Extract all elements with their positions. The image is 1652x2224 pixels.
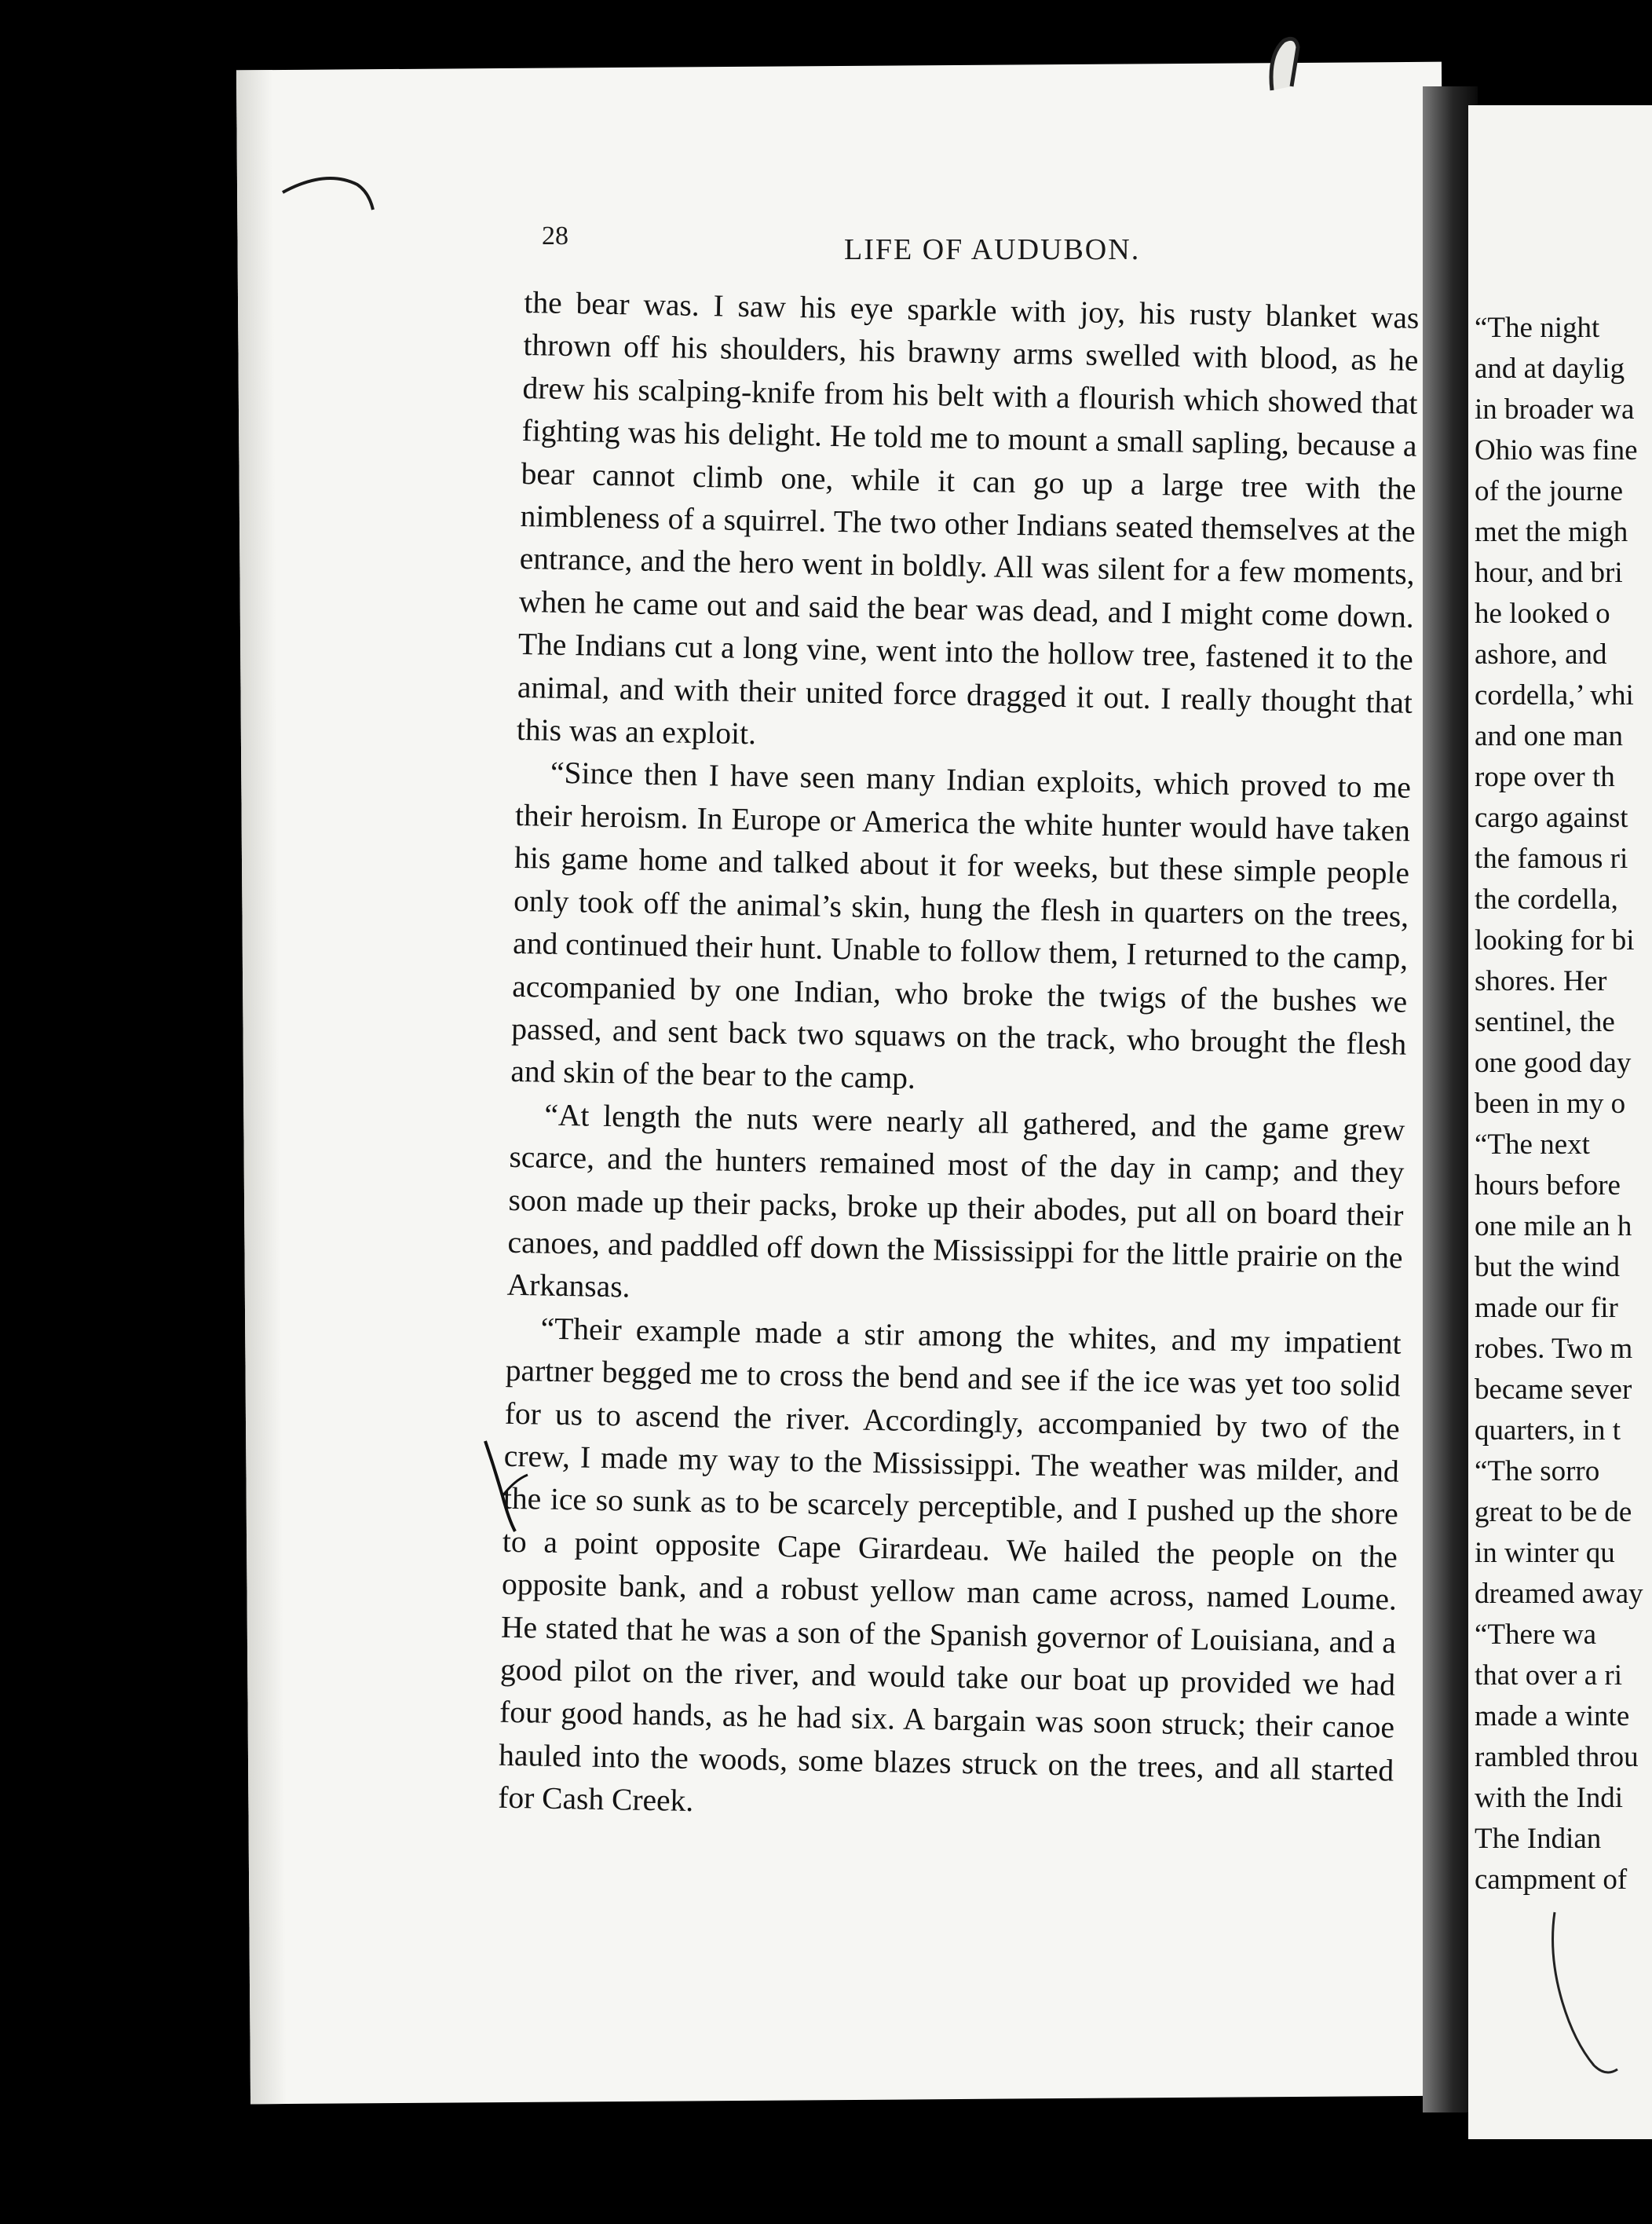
facing-page-text — [1475, 308, 1652, 1900]
facing-page-line: with the Indi — [1475, 1782, 1624, 1814]
facing-page-line: looking for bi — [1475, 924, 1635, 957]
paragraph: “Their example made a stir among the whites, and my impatient partner begged me to cross the bend and see if the ice was yet too solid for us to ascend the river. Accordingly, accompanied by two of the crew, I made my way to the Mississippi. The weather was milder, and the ice so sunk as to be scarcely perceptible, and I pushed up the shore to a point opposite Cape Girardeau. We hailed the people on the opposite bank, and a robust yellow man came across, named Loume. He stated that he was a son of the Spanish governor of Louisiana, and a good pilot on the river, and would take our boat up provided we had four good hands, as he had six. A bargain was soon struck; their canoe hauled into the woods, some blazes struck on the trees, and all started for Cash Creek. — [497, 1311, 1402, 1819]
facing-page-line: the cordella, — [1475, 883, 1618, 916]
facing-page-line: the famous ri — [1475, 843, 1628, 875]
facing-page-line: hours before — [1475, 1169, 1621, 1202]
facing-page-line: quarters, in t — [1475, 1414, 1621, 1447]
facing-page-line: dreamed away — [1475, 1578, 1643, 1610]
facing-page-line: rambled throu — [1475, 1741, 1639, 1773]
facing-page-line: one mile an h — [1475, 1210, 1632, 1242]
facing-page-line: he looked o — [1475, 598, 1610, 630]
facing-page-line: cargo against — [1475, 802, 1628, 834]
facing-page-line: robes. Two m — [1475, 1333, 1633, 1365]
binding-clip — [1260, 31, 1307, 94]
pencil-checkmark — [479, 1437, 534, 1539]
facing-page-line: “The sorro — [1475, 1455, 1600, 1487]
facing-page-line: “There wa — [1475, 1619, 1597, 1651]
facing-page-line: made our fir — [1475, 1292, 1618, 1324]
paragraph: “At length the nuts were nearly all gathered, and the game grew scarce, and the hunters remained most of the day in camp; and they soon made up their packs, broke up their abodes, put all on board their canoes, and paddled off down the Mississippi for the little prairie on the Arkansas. — [506, 1097, 1405, 1304]
facing-page-line: met the migh — [1475, 516, 1628, 548]
facing-page-line: ashore, and — [1475, 638, 1607, 671]
facing-page-line: of the journe — [1475, 475, 1624, 507]
facing-page-line: in winter qu — [1475, 1537, 1615, 1569]
facing-page-line: in broader wa — [1475, 393, 1635, 426]
facing-page-line: one good day — [1475, 1047, 1632, 1079]
facing-page-line: and at daylig — [1475, 353, 1625, 385]
body-text — [498, 281, 1420, 1834]
facing-page-line: cordella,’ whi — [1475, 679, 1634, 711]
facing-page-line: “The next — [1475, 1128, 1590, 1161]
facing-page-line: The Indian — [1475, 1823, 1602, 1855]
facing-page-line: became sever — [1475, 1374, 1632, 1406]
page-number: 28 — [542, 221, 568, 251]
facing-page-line: but the wind — [1475, 1251, 1620, 1283]
facing-page-line: sentinel, the — [1475, 1006, 1615, 1038]
pencil-mark-margin — [279, 161, 381, 224]
facing-page-line: and one man — [1475, 720, 1624, 752]
facing-page-line: shores. Her — [1475, 965, 1607, 997]
facing-page-line: that over a ri — [1475, 1659, 1622, 1692]
facing-page-line: rope over th — [1475, 761, 1615, 793]
running-head: LIFE OF AUDUBON. — [844, 233, 1141, 266]
facing-page-line: great to be de — [1475, 1496, 1632, 1528]
facing-page-line: Ohio was fine — [1475, 434, 1638, 466]
facing-page-line: campment of — [1475, 1864, 1628, 1896]
facing-page-line: hour, and bri — [1475, 557, 1623, 589]
paragraph: “Since then I have seen many Indian exploits, which proved to me their heroism. In Europe or America the white hunter would have taken his game home and talked about it for weeks, but these simple people only took off the animal’s skin, hung the flesh in quarters on the trees, and continued their hunt. Unable to follow them, I returned to the camp, accompanied by one Indian, who broke the twigs of the bushes we passed, and sent back two squaws on the track, who brought the flesh and skin of the bear to the camp. — [510, 755, 1412, 1096]
facing-page-line: “The night — [1475, 312, 1600, 344]
pencil-scribble-facing-page — [1539, 1908, 1633, 2089]
facing-page-line: been in my o — [1475, 1088, 1626, 1120]
paragraph: the bear was. I saw his eye sparkle with joy, his rusty blanket was thrown off his shoulders, his brawny arms swelled with blood, as he drew his scalping-knife from his belt with a flourish which showed that fighting was his delight. He told me to mount a small sapling, because a bear cannot climb one, while it can go up a large tree with the nimbleness of a squirrel. The two other Indians seated themselves at the entrance, and the hero went in boldly. All was silent for a few moments, when he came out and said the bear was dead, and I might come down. The Indians cut a long vine, went into the hollow tree, fastened it to the animal, and with their united force dragged it out. I really thought that this was an exploit. — [516, 284, 1420, 752]
facing-page-line: made a winte — [1475, 1700, 1630, 1732]
